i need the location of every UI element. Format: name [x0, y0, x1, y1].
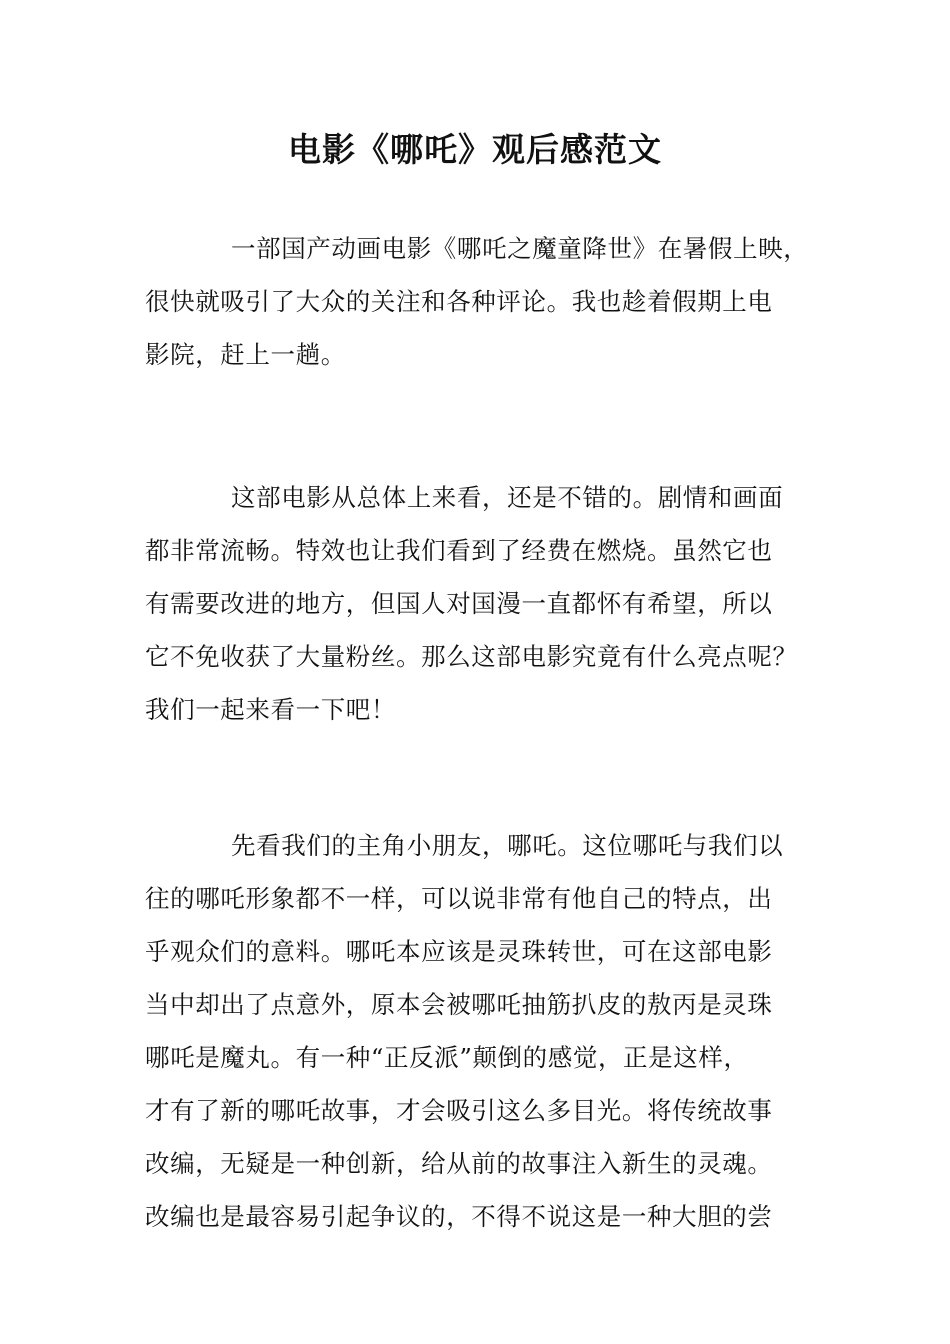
paragraph-1 — [145, 222, 815, 381]
paragraph-3 — [145, 819, 815, 1243]
paragraph-line: 改编，无疑是一种创新，给从前的故事注入新生的灵魂。 — [145, 1149, 773, 1178]
paragraph-line: 哪吒是魔丸。有一种“正反派”颠倒的感觉，正是这样， — [145, 1043, 749, 1072]
document-title: 电影《哪吒》观后感范文 — [288, 130, 662, 169]
paragraph-line: 都非常流畅。特效也让我们看到了经费在燃烧。虽然它也 — [145, 536, 773, 565]
paragraph-line: 有需要改进的地方，但国人对国漫一直都怀有希望，所以 — [145, 589, 773, 618]
paragraph-line: 先看我们的主角小朋友，哪吒。这位哪吒与我们以 — [231, 831, 784, 860]
paragraph-line: 影院，赶上一趟。 — [145, 340, 346, 369]
paragraph-line: 当中却出了点意外，原本会被哪吒抽筋扒皮的敖丙是灵珠 — [145, 990, 773, 1019]
paragraph-line: 很快就吸引了大众的关注和各种评论。我也趁着假期上电 — [145, 287, 773, 316]
paragraph-line: 这部电影从总体上来看，还是不错的。剧情和画面 — [231, 483, 784, 512]
paragraph-line: 才有了新的哪吒故事，才会吸引这么多目光。将传统故事 — [145, 1096, 773, 1125]
paragraph-line: 一部国产动画电影《哪吒之魔童降世》在暑假上映， — [231, 234, 809, 263]
paragraph-line: 改编也是最容易引起争议的，不得不说这是一种大胆的尝 — [145, 1202, 773, 1231]
paragraph-line: 它不免收获了大量粉丝。那么这部电影究竟有什么亮点呢？ — [145, 642, 798, 671]
paragraph-2 — [145, 471, 815, 736]
paragraph-line: 我们一起来看一下吧！ — [145, 695, 396, 724]
paragraph-line: 往的哪吒形象都不一样，可以说非常有他自己的特点，出 — [145, 884, 773, 913]
paragraph-line: 乎观众们的意料。哪吒本应该是灵珠转世，可在这部电影 — [145, 937, 773, 966]
